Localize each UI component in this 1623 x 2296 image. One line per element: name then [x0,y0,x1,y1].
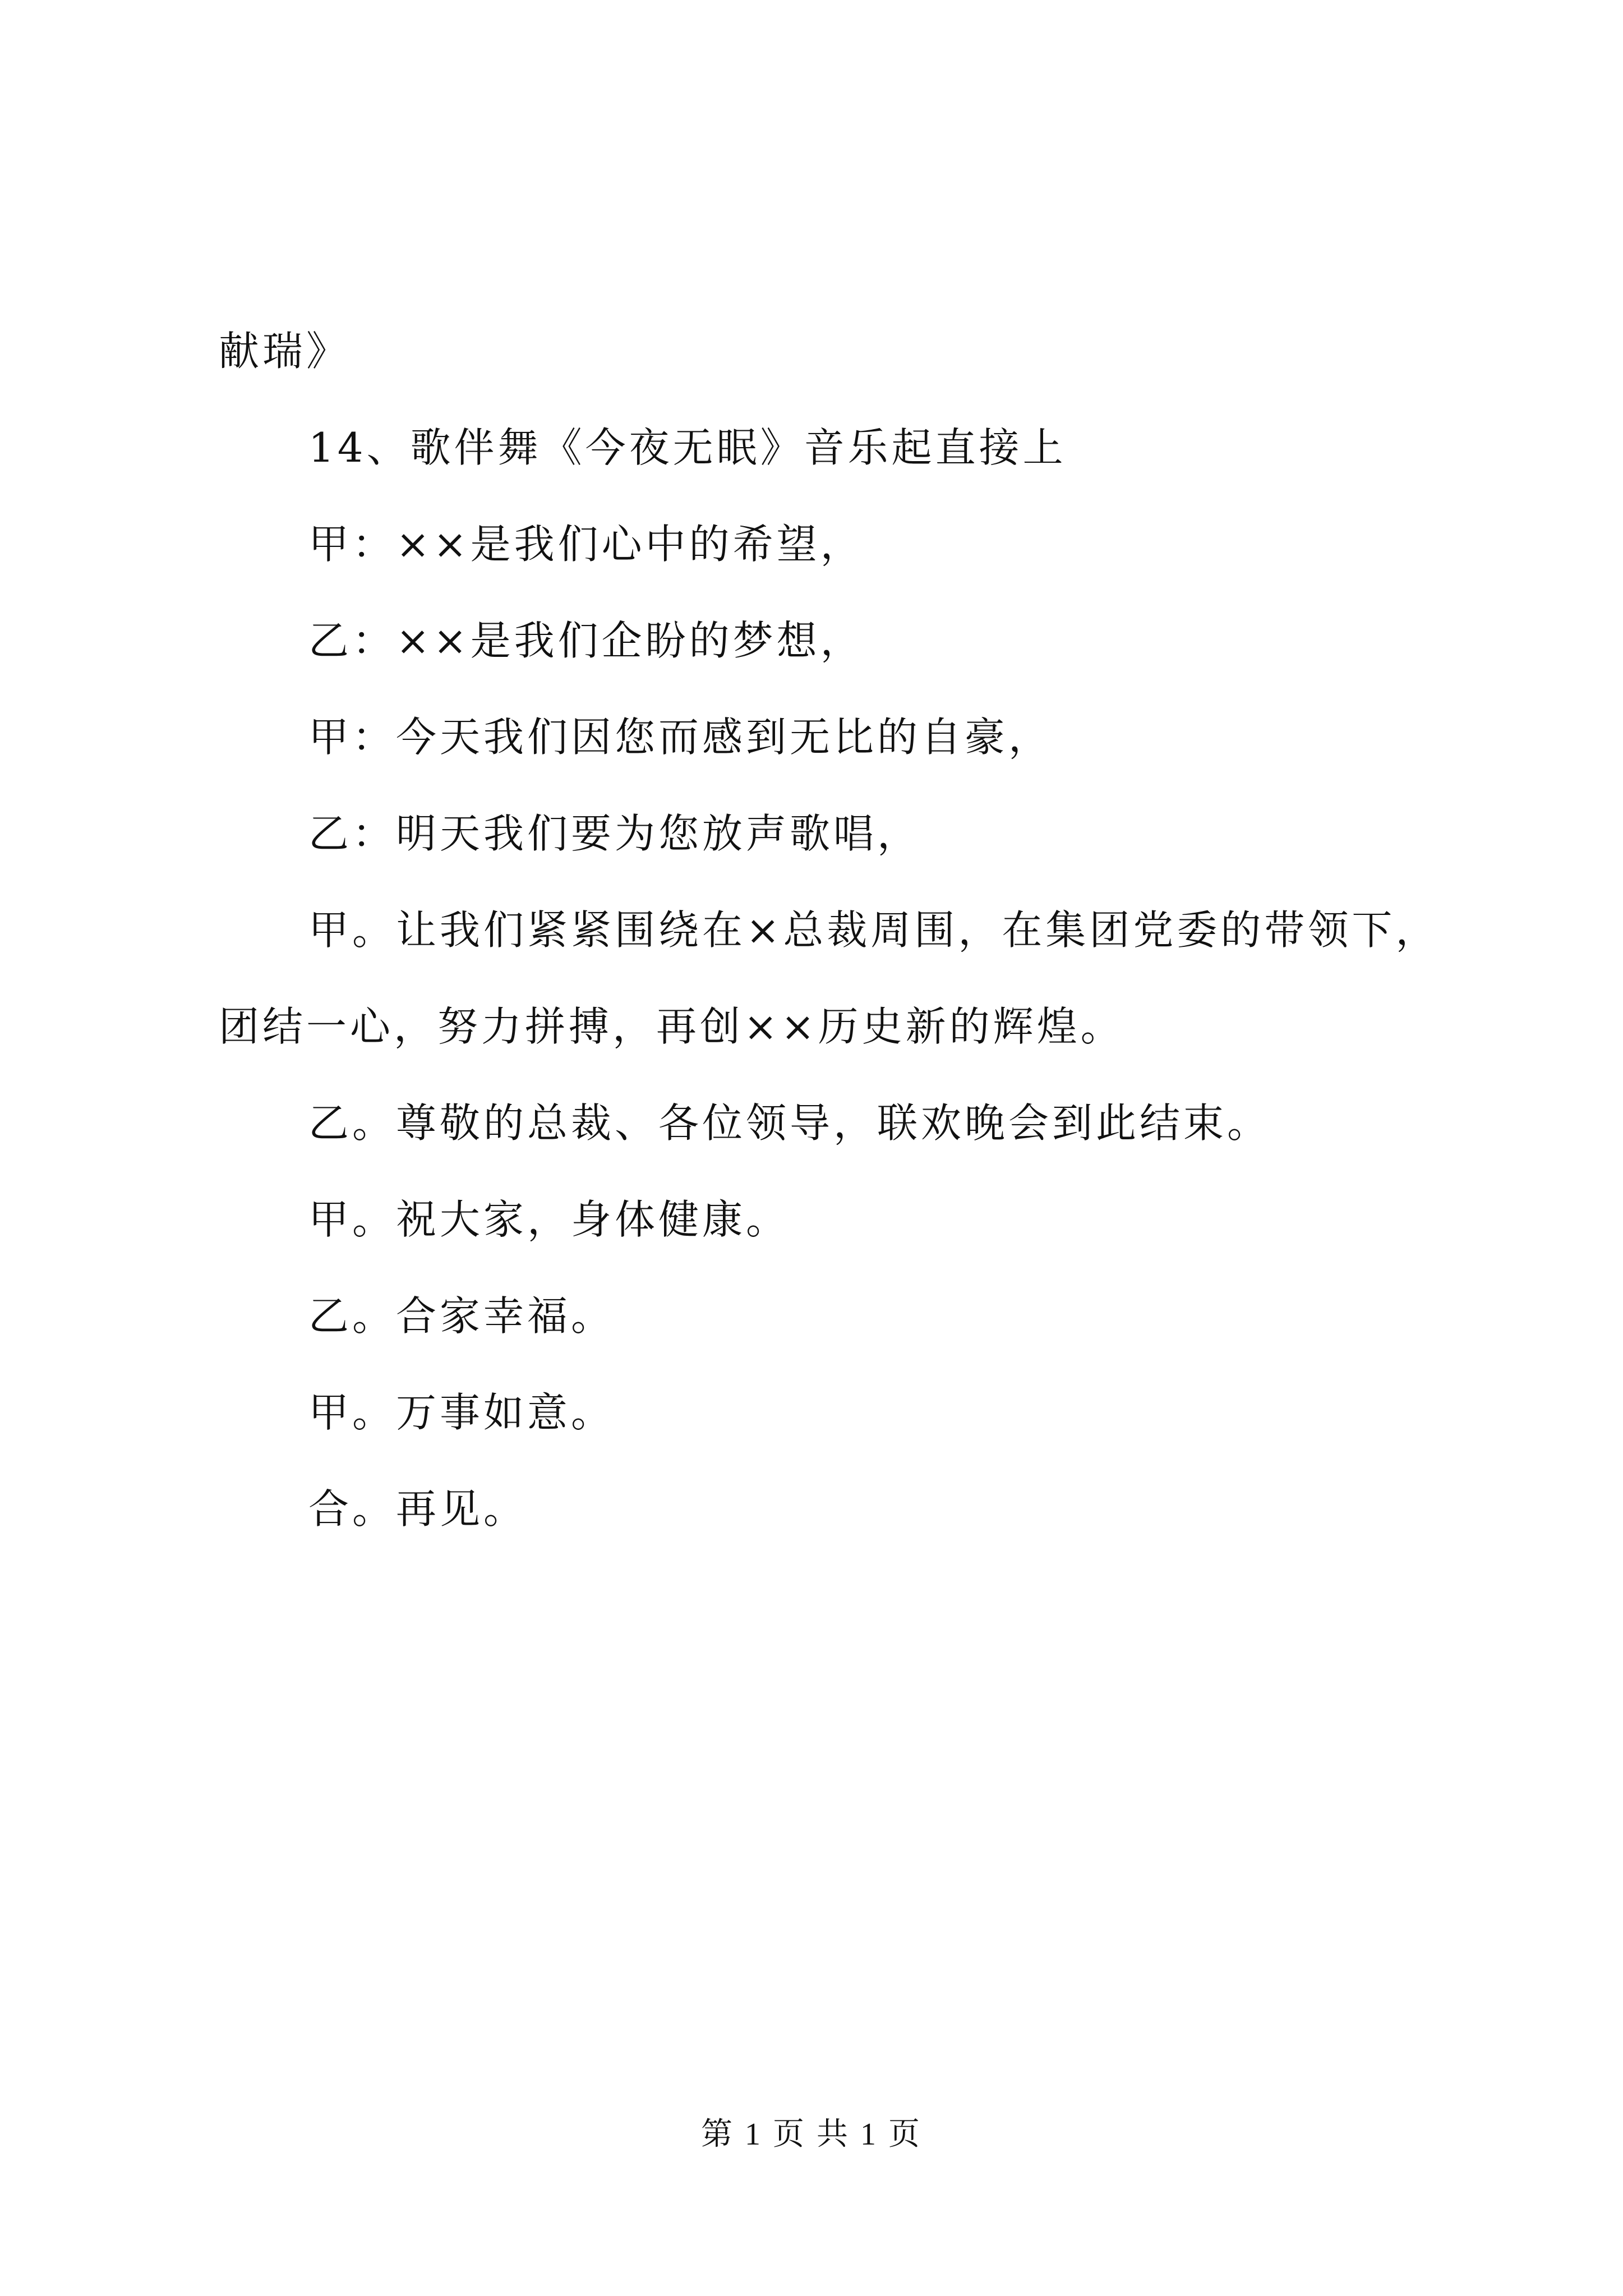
text-line: 合。再见。 [308,1485,528,1533]
text-line: 乙：明天我们要为您放声歌唱， [308,810,921,857]
text-line: 献瑞》 [219,328,351,375]
text-line: 14、歌伴舞《今夜无眠》音乐起直接上 [308,424,1067,471]
text-line: 甲。祝大家，身体健康。 [308,1196,790,1243]
text-line: 乙：××是我们企盼的梦想， [308,617,864,664]
text-paragraph: 甲。让我们紧紧围绕在×总裁周围，在集团党委的带领下，团结一心，努力拼搏，再创××历史新的辉煌。 [219,907,1440,1050]
text-line: 乙。尊敬的总裁、各位领导，联欢晚会到此结束。 [308,1099,1271,1147]
text-line: 甲。万事如意。 [308,1389,615,1436]
text-line: 乙。合家幸福。 [308,1292,615,1340]
page-footer: 第 1 页 共 1 页 [701,2117,922,2152]
text-line: 甲：××是我们心中的希望， [308,521,864,568]
text-line: 甲：今天我们因您而感到无比的自豪， [308,714,1053,761]
document-body [219,303,1458,1557]
